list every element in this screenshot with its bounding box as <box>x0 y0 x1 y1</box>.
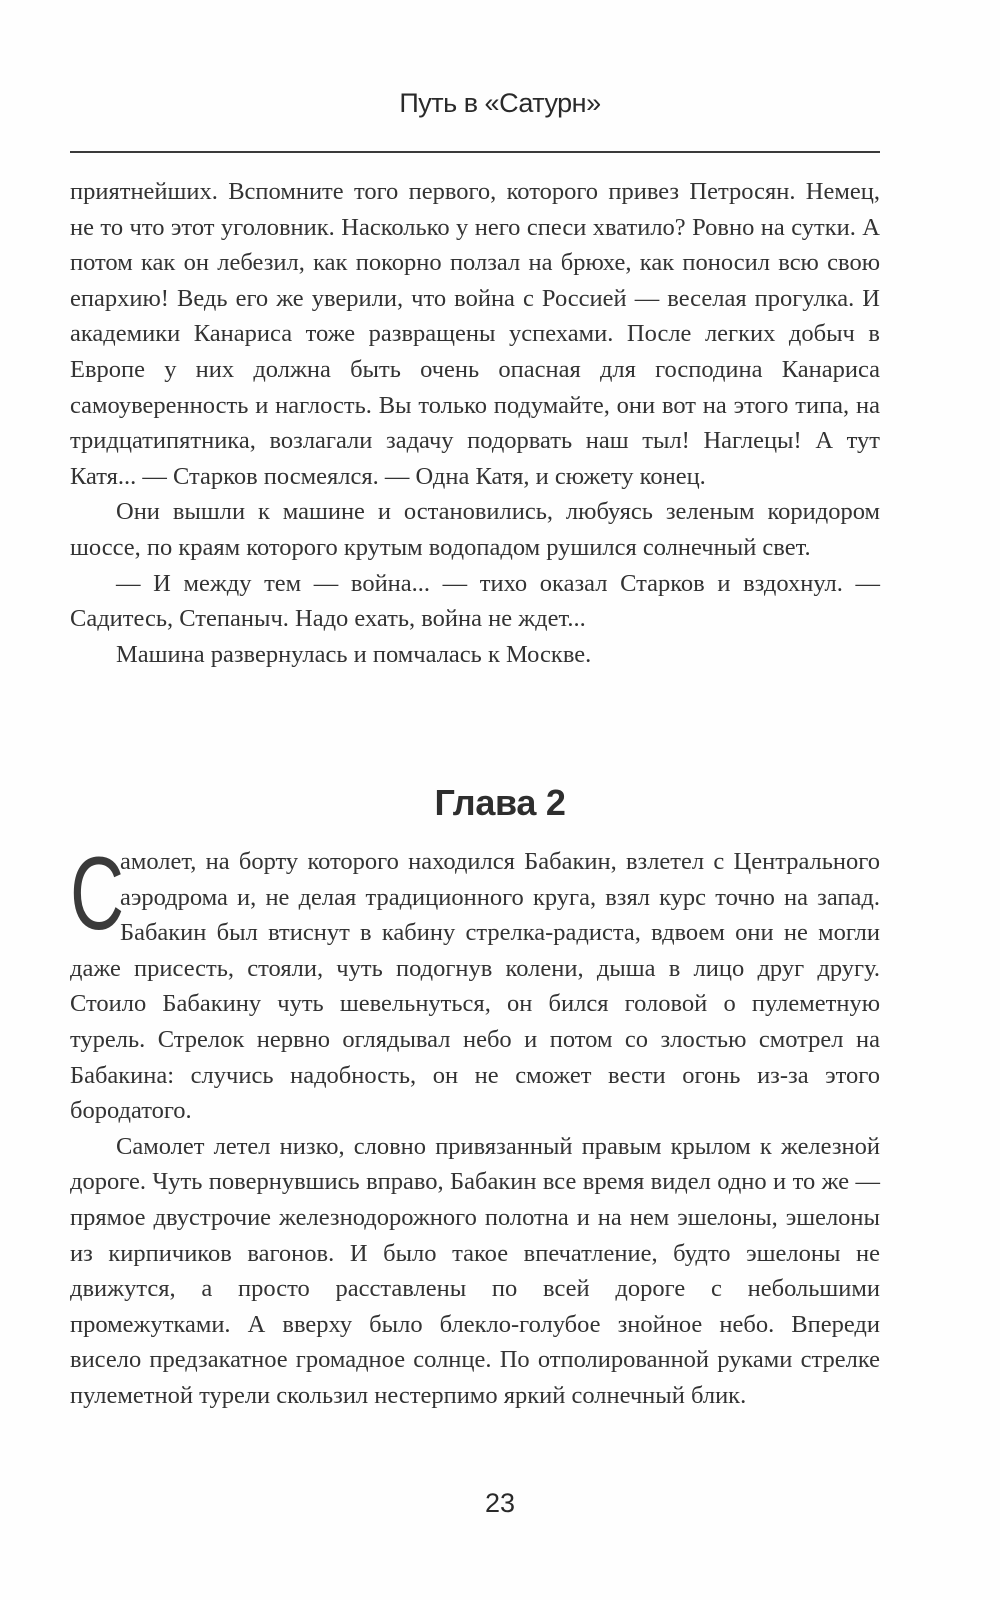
paragraph-continued: приятнейших. Вспомните того первого, которого привез Петросян. Немец, не то что этот уголовник. Насколько у него спеси хватило? Ровно на сутки. А потом как он лебезил, как покорно ползал на брюхе, как поносил всю свою епархию! Ведь его же уверили, что война с Россией — веселая прогулка. И академики Канариса тоже развращены успехами. После легких добыч в Европе у них должна быть очень опасная для господина Канариса самоуверенность и наглость. Вы только подумайте, они вот на этого типа, на тридцатипятника, возлагали задачу подорвать наш тыл! Наглецы! А тут Катя... — Старков посмеялся. — Одна Катя, и сюжету конец. <box>70 178 880 490</box>
first-paragraph-text: амолет, на борту которого находился Бабакин, взлетел с Центрального аэродрома и, не делая традиционного круга, взял курс точно на запад. Бабакин был втиснут в кабину стрелка-радиста, вдвоем они не могли даже присесть, стояли, чуть подогнув колени, дыша в лицо друг другу. Стоило Бабакину чуть шевельнуться, он бился головой о пулеметную турель. Стрелок нервно оглядывал небо и потом со злостью смотрел на Бабакина: случись надобность, он не сможет вести огонь из-за этого бородатого. <box>70 848 880 1125</box>
page-number: 23 <box>484 1488 516 1518</box>
running-head: Путь в «Сатурн» <box>399 88 601 118</box>
drop-cap-letter: С <box>70 836 125 952</box>
header-rule <box>70 151 880 153</box>
paragraph: Машина развернулась и помчалась к Москве. <box>116 640 592 668</box>
chapter-text <box>70 836 880 1414</box>
paragraph: — И между тем — война... — тихо оказал Старков и вздохнул. — Садитесь, Степаныч. Надо ехать, война не ждет... <box>70 569 880 633</box>
previous-chapter-text <box>70 174 880 672</box>
paragraph: Они вышли к машине и остановились, любуясь зеленым коридором шоссе, по краям которого крутым водопадом рушился солнечный свет. <box>70 498 880 561</box>
chapter-first-paragraph <box>70 836 880 1129</box>
chapter-title: Глава 2 <box>434 782 566 823</box>
paragraph: Самолет летел низко, словно привязанный правым крылом к железной дороге. Чуть повернувшись вправо, Бабакин все время видел одно и то же — прямое двустрочие железнодорожного полотна и на нем эшелоны, эшелоны из кирпичиков вагонов. И было такое впечатление, будто эшелоны не движутся, а просто расставлены по всей дороге с небольшими промежутками. А вверху было блекло-голубое знойное небо. Впереди висело предзакатное громадное солнце. По отполированной руками стрелке пулеметной турели скользил нестерпимо яркий солнечный блик. <box>70 1132 880 1409</box>
